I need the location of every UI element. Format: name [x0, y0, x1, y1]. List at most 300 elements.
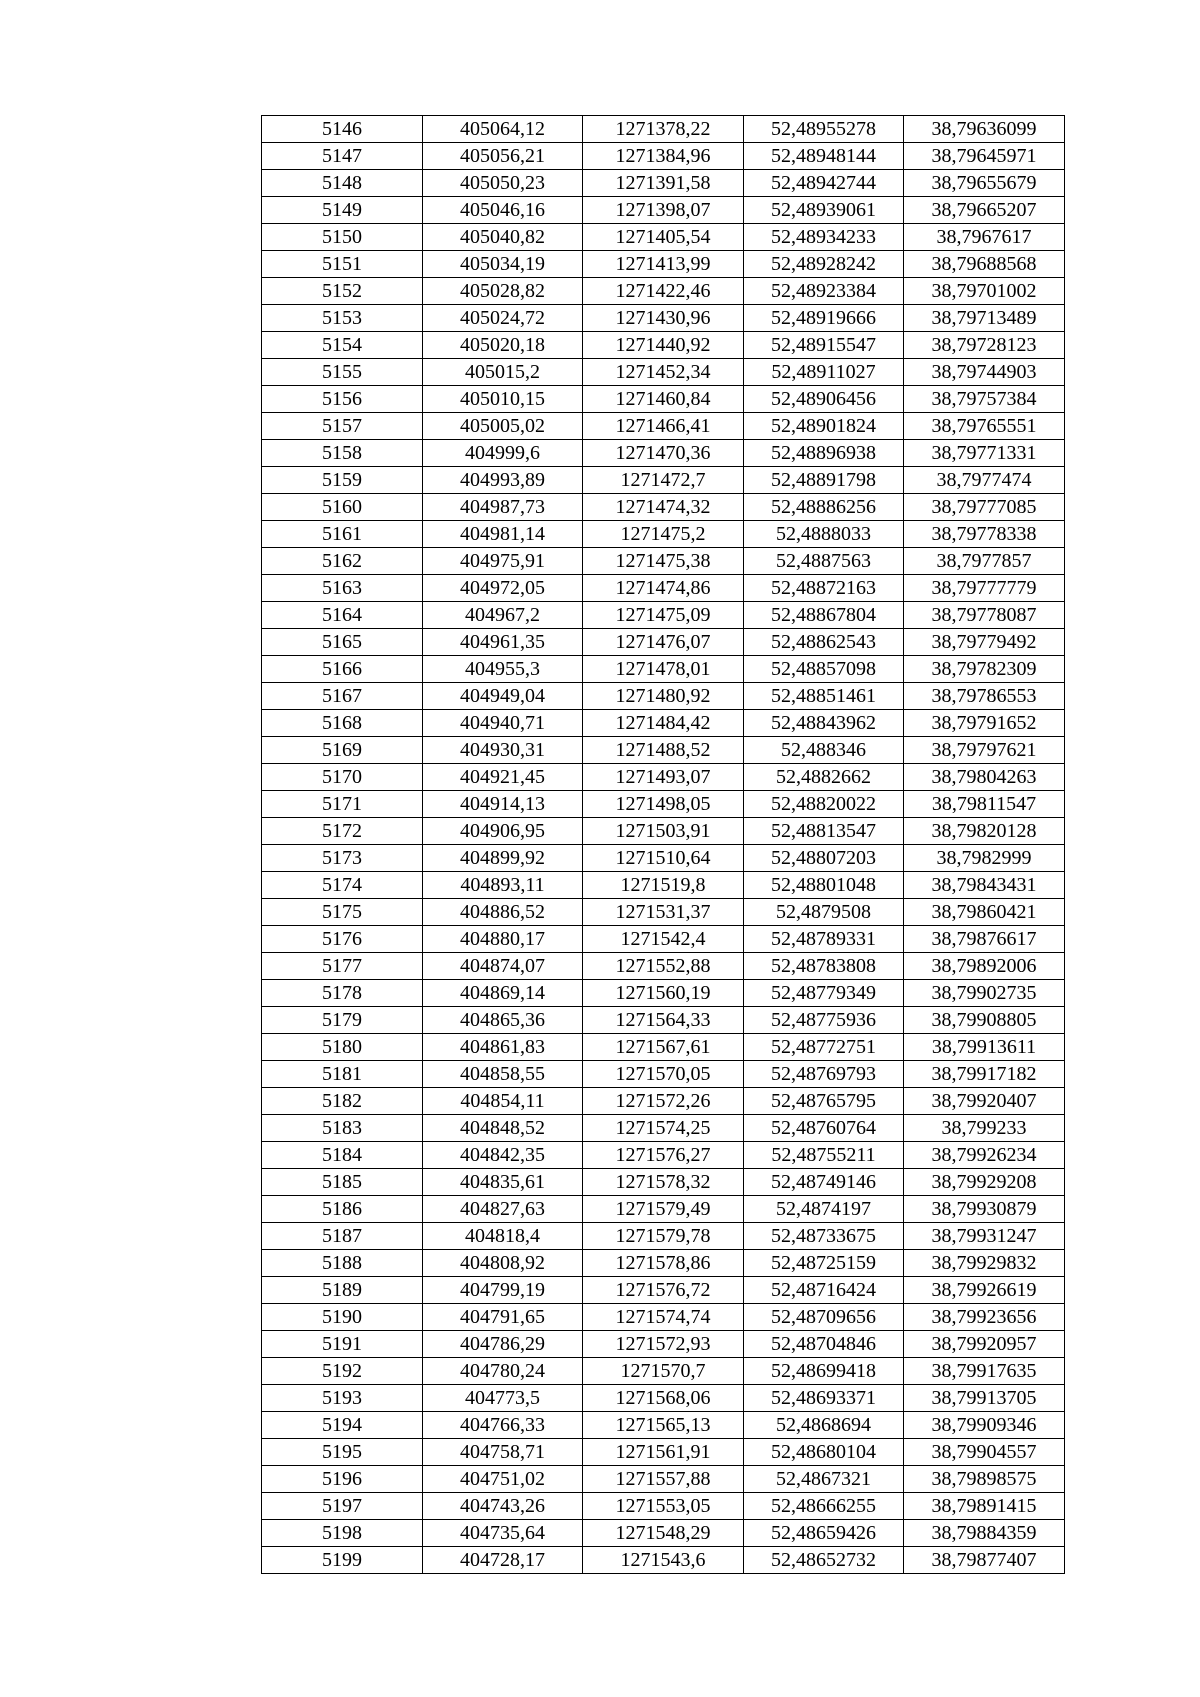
point-number-cell: 5150: [262, 224, 423, 251]
x-coordinate-cell: 405046,16: [423, 197, 583, 224]
longitude-cell: 38,79701002: [904, 278, 1065, 305]
x-coordinate-cell: 405028,82: [423, 278, 583, 305]
table-row: [262, 1412, 1065, 1439]
point-number-cell: 5176: [262, 926, 423, 953]
y-coordinate-cell: 1271510,64: [583, 845, 744, 872]
x-coordinate-cell: 404869,14: [423, 980, 583, 1007]
x-coordinate-cell: 404858,55: [423, 1061, 583, 1088]
latitude-cell: 52,48915547: [744, 332, 904, 359]
latitude-cell: 52,488346: [744, 737, 904, 764]
point-number-cell: 5171: [262, 791, 423, 818]
longitude-cell: 38,79909346: [904, 1412, 1065, 1439]
table-row: [262, 899, 1065, 926]
y-coordinate-cell: 1271574,74: [583, 1304, 744, 1331]
table-row: [262, 1304, 1065, 1331]
longitude-cell: 38,79728123: [904, 332, 1065, 359]
x-coordinate-cell: 404981,14: [423, 521, 583, 548]
x-coordinate-cell: 404899,92: [423, 845, 583, 872]
point-number-cell: 5175: [262, 899, 423, 926]
table-row: [262, 224, 1065, 251]
y-coordinate-cell: 1271474,86: [583, 575, 744, 602]
longitude-cell: 38,79926619: [904, 1277, 1065, 1304]
y-coordinate-cell: 1271542,4: [583, 926, 744, 953]
table-row: [262, 143, 1065, 170]
point-number-cell: 5165: [262, 629, 423, 656]
point-number-cell: 5157: [262, 413, 423, 440]
point-number-cell: 5193: [262, 1385, 423, 1412]
latitude-cell: 52,48709656: [744, 1304, 904, 1331]
y-coordinate-cell: 1271378,22: [583, 116, 744, 143]
latitude-cell: 52,48760764: [744, 1115, 904, 1142]
y-coordinate-cell: 1271531,37: [583, 899, 744, 926]
latitude-cell: 52,4879508: [744, 899, 904, 926]
y-coordinate-cell: 1271480,92: [583, 683, 744, 710]
point-number-cell: 5199: [262, 1547, 423, 1574]
latitude-cell: 52,48779349: [744, 980, 904, 1007]
longitude-cell: 38,79929832: [904, 1250, 1065, 1277]
y-coordinate-cell: 1271548,29: [583, 1520, 744, 1547]
point-number-cell: 5159: [262, 467, 423, 494]
y-coordinate-cell: 1271572,26: [583, 1088, 744, 1115]
point-number-cell: 5184: [262, 1142, 423, 1169]
point-number-cell: 5146: [262, 116, 423, 143]
point-number-cell: 5153: [262, 305, 423, 332]
x-coordinate-cell: 404972,05: [423, 575, 583, 602]
x-coordinate-cell: 404940,71: [423, 710, 583, 737]
table-row: [262, 278, 1065, 305]
longitude-cell: 38,79765551: [904, 413, 1065, 440]
point-number-cell: 5151: [262, 251, 423, 278]
longitude-cell: 38,79771331: [904, 440, 1065, 467]
y-coordinate-cell: 1271567,61: [583, 1034, 744, 1061]
table-row: [262, 332, 1065, 359]
latitude-cell: 52,48934233: [744, 224, 904, 251]
point-number-cell: 5174: [262, 872, 423, 899]
y-coordinate-cell: 1271578,32: [583, 1169, 744, 1196]
point-number-cell: 5183: [262, 1115, 423, 1142]
x-coordinate-cell: 405040,82: [423, 224, 583, 251]
longitude-cell: 38,7977474: [904, 467, 1065, 494]
longitude-cell: 38,79786553: [904, 683, 1065, 710]
latitude-cell: 52,48919666: [744, 305, 904, 332]
latitude-cell: 52,48755211: [744, 1142, 904, 1169]
point-number-cell: 5196: [262, 1466, 423, 1493]
y-coordinate-cell: 1271560,19: [583, 980, 744, 1007]
longitude-cell: 38,79892006: [904, 953, 1065, 980]
y-coordinate-cell: 1271478,01: [583, 656, 744, 683]
y-coordinate-cell: 1271574,25: [583, 1115, 744, 1142]
longitude-cell: 38,7977857: [904, 548, 1065, 575]
latitude-cell: 52,48765795: [744, 1088, 904, 1115]
y-coordinate-cell: 1271498,05: [583, 791, 744, 818]
table-row: [262, 305, 1065, 332]
point-number-cell: 5172: [262, 818, 423, 845]
latitude-cell: 52,48652732: [744, 1547, 904, 1574]
y-coordinate-cell: 1271475,2: [583, 521, 744, 548]
longitude-cell: 38,79782309: [904, 656, 1065, 683]
x-coordinate-cell: 404835,61: [423, 1169, 583, 1196]
longitude-cell: 38,79778087: [904, 602, 1065, 629]
table-row: [262, 1466, 1065, 1493]
latitude-cell: 52,48789331: [744, 926, 904, 953]
longitude-cell: 38,79777085: [904, 494, 1065, 521]
table-row: [262, 1439, 1065, 1466]
latitude-cell: 52,4867321: [744, 1466, 904, 1493]
latitude-cell: 52,48872163: [744, 575, 904, 602]
longitude-cell: 38,79917182: [904, 1061, 1065, 1088]
x-coordinate-cell: 404743,26: [423, 1493, 583, 1520]
longitude-cell: 38,79688568: [904, 251, 1065, 278]
point-number-cell: 5169: [262, 737, 423, 764]
point-number-cell: 5177: [262, 953, 423, 980]
longitude-cell: 38,79843431: [904, 872, 1065, 899]
longitude-cell: 38,79777779: [904, 575, 1065, 602]
y-coordinate-cell: 1271519,8: [583, 872, 744, 899]
x-coordinate-cell: 404906,95: [423, 818, 583, 845]
latitude-cell: 52,48891798: [744, 467, 904, 494]
y-coordinate-cell: 1271472,7: [583, 467, 744, 494]
table-row: [262, 1142, 1065, 1169]
x-coordinate-cell: 404999,6: [423, 440, 583, 467]
x-coordinate-cell: 404786,29: [423, 1331, 583, 1358]
latitude-cell: 52,48867804: [744, 602, 904, 629]
y-coordinate-cell: 1271466,41: [583, 413, 744, 440]
x-coordinate-cell: 404728,17: [423, 1547, 583, 1574]
x-coordinate-cell: 404886,52: [423, 899, 583, 926]
table-row: [262, 1493, 1065, 1520]
longitude-cell: 38,79891415: [904, 1493, 1065, 1520]
longitude-cell: 38,79779492: [904, 629, 1065, 656]
point-number-cell: 5188: [262, 1250, 423, 1277]
y-coordinate-cell: 1271564,33: [583, 1007, 744, 1034]
latitude-cell: 52,48862543: [744, 629, 904, 656]
point-number-cell: 5166: [262, 656, 423, 683]
y-coordinate-cell: 1271493,07: [583, 764, 744, 791]
y-coordinate-cell: 1271430,96: [583, 305, 744, 332]
point-number-cell: 5186: [262, 1196, 423, 1223]
latitude-cell: 52,4882662: [744, 764, 904, 791]
longitude-cell: 38,79902735: [904, 980, 1065, 1007]
y-coordinate-cell: 1271452,34: [583, 359, 744, 386]
longitude-cell: 38,79908805: [904, 1007, 1065, 1034]
longitude-cell: 38,79929208: [904, 1169, 1065, 1196]
table-row: [262, 467, 1065, 494]
longitude-cell: 38,79884359: [904, 1520, 1065, 1547]
y-coordinate-cell: 1271405,54: [583, 224, 744, 251]
x-coordinate-cell: 404854,11: [423, 1088, 583, 1115]
longitude-cell: 38,79804263: [904, 764, 1065, 791]
table-row: [262, 1061, 1065, 1088]
y-coordinate-cell: 1271568,06: [583, 1385, 744, 1412]
y-coordinate-cell: 1271570,05: [583, 1061, 744, 1088]
longitude-cell: 38,79811547: [904, 791, 1065, 818]
table-row: [262, 1007, 1065, 1034]
point-number-cell: 5189: [262, 1277, 423, 1304]
point-number-cell: 5156: [262, 386, 423, 413]
x-coordinate-cell: 405015,2: [423, 359, 583, 386]
table-row: [262, 872, 1065, 899]
x-coordinate-cell: 405024,72: [423, 305, 583, 332]
point-number-cell: 5164: [262, 602, 423, 629]
latitude-cell: 52,48843962: [744, 710, 904, 737]
x-coordinate-cell: 404961,35: [423, 629, 583, 656]
latitude-cell: 52,4887563: [744, 548, 904, 575]
y-coordinate-cell: 1271576,27: [583, 1142, 744, 1169]
x-coordinate-cell: 404818,4: [423, 1223, 583, 1250]
longitude-cell: 38,79920407: [904, 1088, 1065, 1115]
table-row: [262, 1331, 1065, 1358]
table-row: [262, 683, 1065, 710]
longitude-cell: 38,79860421: [904, 899, 1065, 926]
latitude-cell: 52,48955278: [744, 116, 904, 143]
table-row: [262, 953, 1065, 980]
x-coordinate-cell: 405034,19: [423, 251, 583, 278]
latitude-cell: 52,48699418: [744, 1358, 904, 1385]
table-row: [262, 1088, 1065, 1115]
table-row: [262, 494, 1065, 521]
latitude-cell: 52,48896938: [744, 440, 904, 467]
latitude-cell: 52,48801048: [744, 872, 904, 899]
x-coordinate-cell: 404758,71: [423, 1439, 583, 1466]
y-coordinate-cell: 1271422,46: [583, 278, 744, 305]
point-number-cell: 5162: [262, 548, 423, 575]
x-coordinate-cell: 405005,02: [423, 413, 583, 440]
latitude-cell: 52,4874197: [744, 1196, 904, 1223]
table-row: [262, 1520, 1065, 1547]
table-row: [262, 818, 1065, 845]
x-coordinate-cell: 404880,17: [423, 926, 583, 953]
point-number-cell: 5182: [262, 1088, 423, 1115]
table-row: [262, 440, 1065, 467]
latitude-cell: 52,48886256: [744, 494, 904, 521]
y-coordinate-cell: 1271475,38: [583, 548, 744, 575]
y-coordinate-cell: 1271391,58: [583, 170, 744, 197]
y-coordinate-cell: 1271553,05: [583, 1493, 744, 1520]
table-row: [262, 548, 1065, 575]
x-coordinate-cell: 404993,89: [423, 467, 583, 494]
table-row: [262, 1385, 1065, 1412]
y-coordinate-cell: 1271579,78: [583, 1223, 744, 1250]
longitude-cell: 38,7982999: [904, 845, 1065, 872]
point-number-cell: 5181: [262, 1061, 423, 1088]
point-number-cell: 5168: [262, 710, 423, 737]
table-row: [262, 1250, 1065, 1277]
latitude-cell: 52,48906456: [744, 386, 904, 413]
longitude-cell: 38,79744903: [904, 359, 1065, 386]
point-number-cell: 5192: [262, 1358, 423, 1385]
longitude-cell: 38,799233: [904, 1115, 1065, 1142]
table-row: [262, 1547, 1065, 1574]
y-coordinate-cell: 1271474,32: [583, 494, 744, 521]
x-coordinate-cell: 404735,64: [423, 1520, 583, 1547]
x-coordinate-cell: 405010,15: [423, 386, 583, 413]
longitude-cell: 38,79917635: [904, 1358, 1065, 1385]
latitude-cell: 52,48948144: [744, 143, 904, 170]
table-row: [262, 1277, 1065, 1304]
table-row: [262, 1169, 1065, 1196]
table-row: [262, 845, 1065, 872]
x-coordinate-cell: 404773,5: [423, 1385, 583, 1412]
longitude-cell: 38,79791652: [904, 710, 1065, 737]
table-row: [262, 413, 1065, 440]
y-coordinate-cell: 1271476,07: [583, 629, 744, 656]
table-row: [262, 791, 1065, 818]
longitude-cell: 38,79913611: [904, 1034, 1065, 1061]
y-coordinate-cell: 1271398,07: [583, 197, 744, 224]
x-coordinate-cell: 404791,65: [423, 1304, 583, 1331]
latitude-cell: 52,48783808: [744, 953, 904, 980]
latitude-cell: 52,48716424: [744, 1277, 904, 1304]
x-coordinate-cell: 404848,52: [423, 1115, 583, 1142]
point-number-cell: 5198: [262, 1520, 423, 1547]
longitude-cell: 38,79797621: [904, 737, 1065, 764]
point-number-cell: 5187: [262, 1223, 423, 1250]
longitude-cell: 38,79904557: [904, 1439, 1065, 1466]
x-coordinate-cell: 404967,2: [423, 602, 583, 629]
point-number-cell: 5167: [262, 683, 423, 710]
longitude-cell: 38,79655679: [904, 170, 1065, 197]
table-row: [262, 170, 1065, 197]
y-coordinate-cell: 1271475,09: [583, 602, 744, 629]
table-row: [262, 764, 1065, 791]
latitude-cell: 52,48725159: [744, 1250, 904, 1277]
y-coordinate-cell: 1271543,6: [583, 1547, 744, 1574]
longitude-cell: 38,79820128: [904, 818, 1065, 845]
latitude-cell: 52,48813547: [744, 818, 904, 845]
x-coordinate-cell: 404766,33: [423, 1412, 583, 1439]
y-coordinate-cell: 1271470,36: [583, 440, 744, 467]
point-number-cell: 5185: [262, 1169, 423, 1196]
latitude-cell: 52,4888033: [744, 521, 904, 548]
point-number-cell: 5194: [262, 1412, 423, 1439]
longitude-cell: 38,79876617: [904, 926, 1065, 953]
point-number-cell: 5152: [262, 278, 423, 305]
longitude-cell: 38,79920957: [904, 1331, 1065, 1358]
x-coordinate-cell: 404975,91: [423, 548, 583, 575]
point-number-cell: 5147: [262, 143, 423, 170]
longitude-cell: 38,79930879: [904, 1196, 1065, 1223]
y-coordinate-cell: 1271384,96: [583, 143, 744, 170]
table-row: [262, 602, 1065, 629]
table-row: [262, 521, 1065, 548]
x-coordinate-cell: 404808,92: [423, 1250, 583, 1277]
x-coordinate-cell: 404874,07: [423, 953, 583, 980]
longitude-cell: 38,79757384: [904, 386, 1065, 413]
longitude-cell: 38,79913705: [904, 1385, 1065, 1412]
table-row: [262, 116, 1065, 143]
table-row: [262, 1196, 1065, 1223]
y-coordinate-cell: 1271488,52: [583, 737, 744, 764]
longitude-cell: 38,7967617: [904, 224, 1065, 251]
longitude-cell: 38,79923656: [904, 1304, 1065, 1331]
x-coordinate-cell: 404865,36: [423, 1007, 583, 1034]
y-coordinate-cell: 1271570,7: [583, 1358, 744, 1385]
y-coordinate-cell: 1271552,88: [583, 953, 744, 980]
point-number-cell: 5190: [262, 1304, 423, 1331]
longitude-cell: 38,79713489: [904, 305, 1065, 332]
latitude-cell: 52,48851461: [744, 683, 904, 710]
table-row: [262, 1358, 1065, 1385]
longitude-cell: 38,79877407: [904, 1547, 1065, 1574]
table-row: [262, 656, 1065, 683]
y-coordinate-cell: 1271557,88: [583, 1466, 744, 1493]
longitude-cell: 38,79778338: [904, 521, 1065, 548]
y-coordinate-cell: 1271576,72: [583, 1277, 744, 1304]
table-row: [262, 980, 1065, 1007]
table-row: [262, 710, 1065, 737]
point-number-cell: 5179: [262, 1007, 423, 1034]
x-coordinate-cell: 404914,13: [423, 791, 583, 818]
point-number-cell: 5155: [262, 359, 423, 386]
latitude-cell: 52,48693371: [744, 1385, 904, 1412]
x-coordinate-cell: 404955,3: [423, 656, 583, 683]
latitude-cell: 52,48769793: [744, 1061, 904, 1088]
table-row: [262, 1115, 1065, 1142]
table-row: [262, 386, 1065, 413]
latitude-cell: 52,48928242: [744, 251, 904, 278]
latitude-cell: 52,4868694: [744, 1412, 904, 1439]
x-coordinate-cell: 404949,04: [423, 683, 583, 710]
x-coordinate-cell: 404751,02: [423, 1466, 583, 1493]
x-coordinate-cell: 404893,11: [423, 872, 583, 899]
table-row: [262, 629, 1065, 656]
x-coordinate-cell: 404827,63: [423, 1196, 583, 1223]
latitude-cell: 52,48911027: [744, 359, 904, 386]
point-number-cell: 5173: [262, 845, 423, 872]
longitude-cell: 38,79926234: [904, 1142, 1065, 1169]
table-row: [262, 359, 1065, 386]
latitude-cell: 52,48939061: [744, 197, 904, 224]
latitude-cell: 52,48666255: [744, 1493, 904, 1520]
point-number-cell: 5178: [262, 980, 423, 1007]
point-number-cell: 5148: [262, 170, 423, 197]
point-number-cell: 5154: [262, 332, 423, 359]
latitude-cell: 52,48923384: [744, 278, 904, 305]
longitude-cell: 38,79636099: [904, 116, 1065, 143]
x-coordinate-cell: 405020,18: [423, 332, 583, 359]
y-coordinate-cell: 1271484,42: [583, 710, 744, 737]
coordinates-table-body: [262, 116, 1065, 1574]
table-row: [262, 1034, 1065, 1061]
table-row: [262, 926, 1065, 953]
x-coordinate-cell: 404921,45: [423, 764, 583, 791]
y-coordinate-cell: 1271440,92: [583, 332, 744, 359]
x-coordinate-cell: 405056,21: [423, 143, 583, 170]
x-coordinate-cell: 404861,83: [423, 1034, 583, 1061]
x-coordinate-cell: 405050,23: [423, 170, 583, 197]
latitude-cell: 52,48659426: [744, 1520, 904, 1547]
latitude-cell: 52,48775936: [744, 1007, 904, 1034]
point-number-cell: 5170: [262, 764, 423, 791]
longitude-cell: 38,79645971: [904, 143, 1065, 170]
latitude-cell: 52,48749146: [744, 1169, 904, 1196]
latitude-cell: 52,48942744: [744, 170, 904, 197]
table-row: [262, 737, 1065, 764]
latitude-cell: 52,48820022: [744, 791, 904, 818]
point-number-cell: 5160: [262, 494, 423, 521]
table-row: [262, 575, 1065, 602]
point-number-cell: 5180: [262, 1034, 423, 1061]
point-number-cell: 5149: [262, 197, 423, 224]
coordinates-table: [261, 115, 1065, 1574]
longitude-cell: 38,79665207: [904, 197, 1065, 224]
x-coordinate-cell: 404987,73: [423, 494, 583, 521]
y-coordinate-cell: 1271561,91: [583, 1439, 744, 1466]
x-coordinate-cell: 404842,35: [423, 1142, 583, 1169]
y-coordinate-cell: 1271460,84: [583, 386, 744, 413]
table-row: [262, 197, 1065, 224]
x-coordinate-cell: 404930,31: [423, 737, 583, 764]
